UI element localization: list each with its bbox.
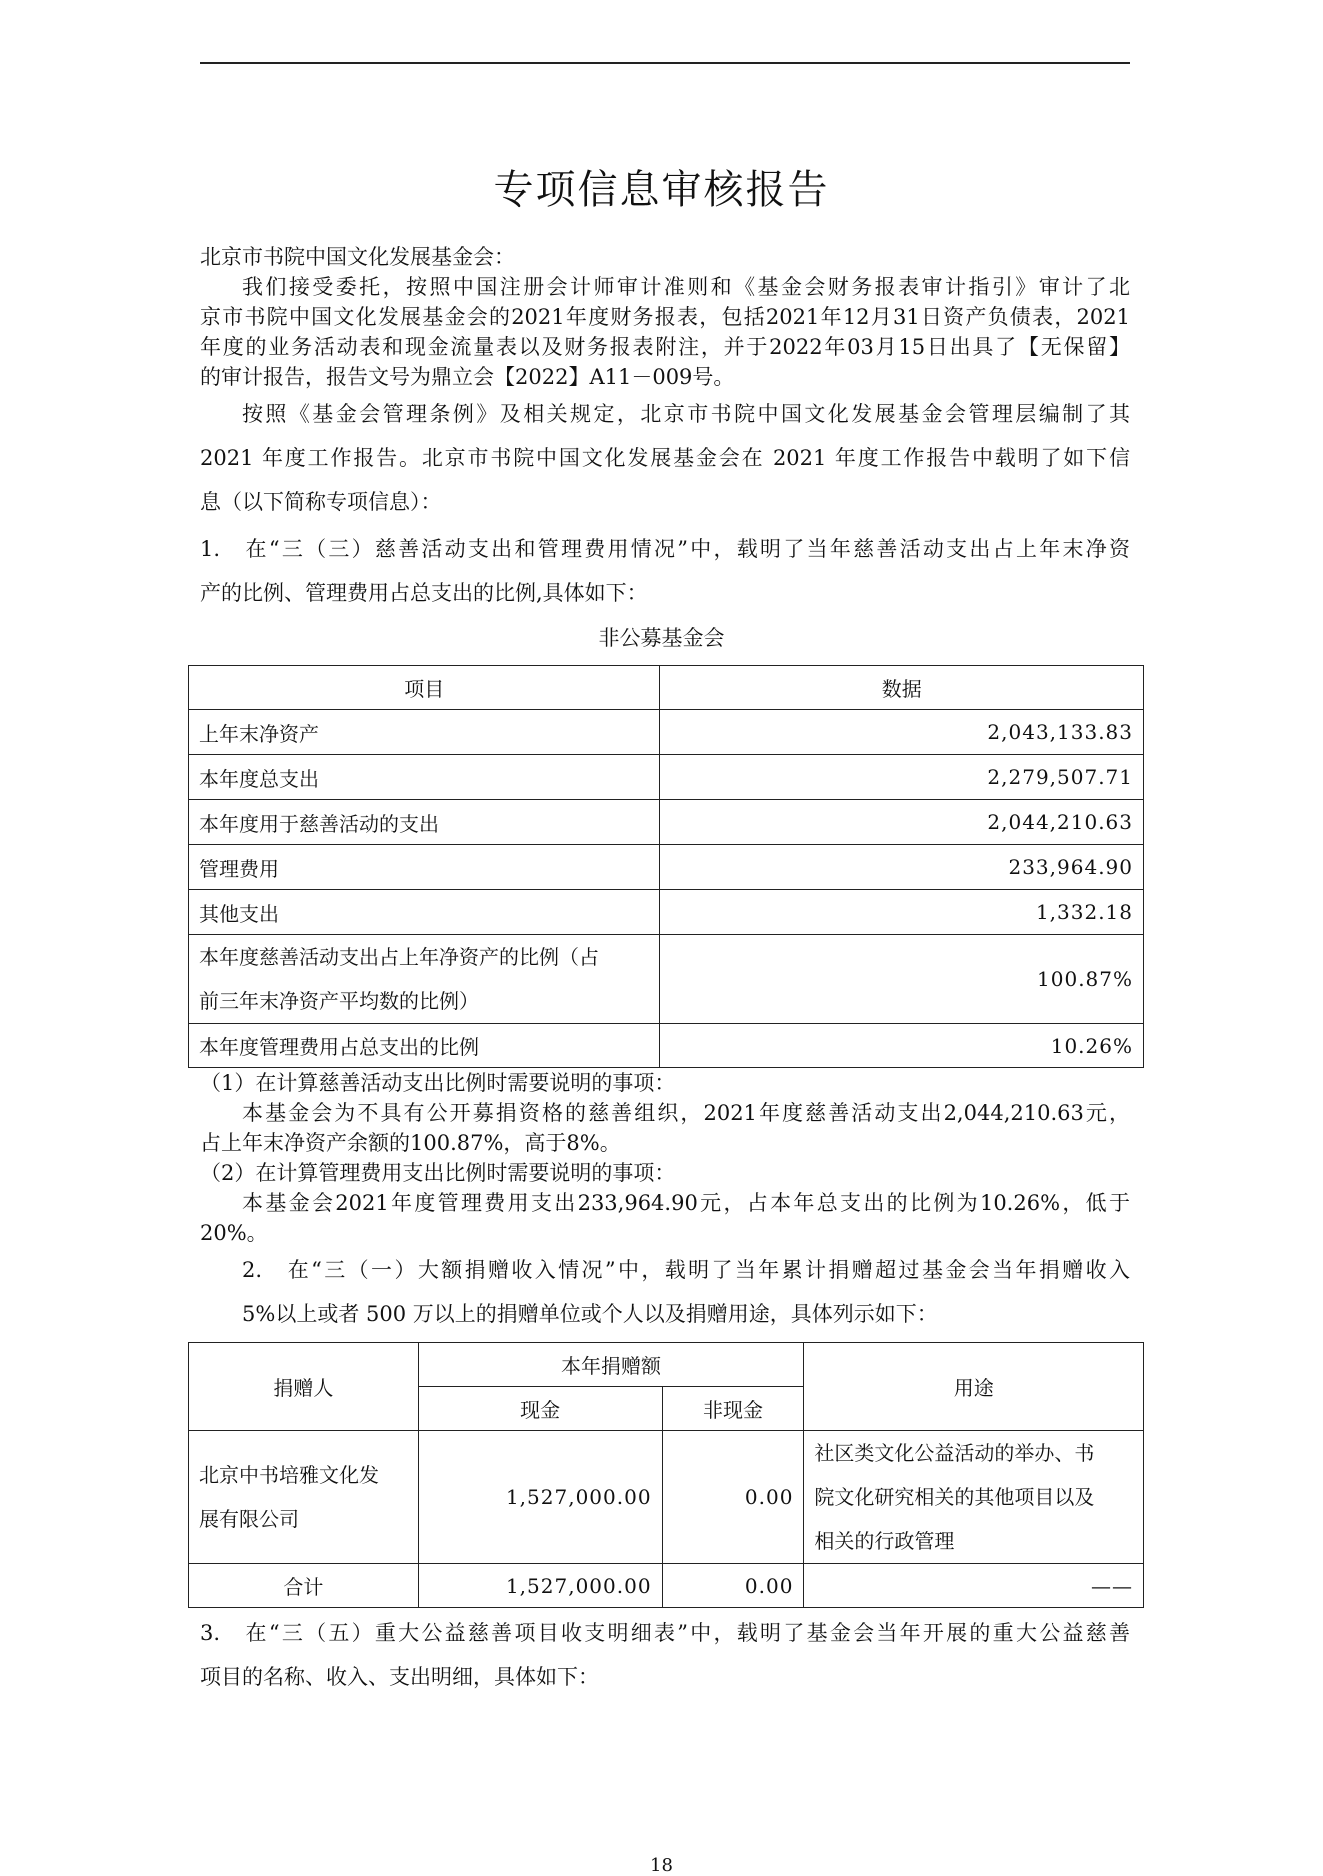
report-title: 专项信息审核报告 [493, 167, 830, 213]
row-label: 本年度管理费用占总支出的比例 [189, 1024, 660, 1068]
salutation: 北京市书院中国文化发展基金会： [200, 245, 515, 269]
row-label-line: 前三年末净资产平均数的比例） [199, 989, 479, 1013]
table-row [189, 935, 1144, 1024]
row-value: 100.87% [660, 935, 1144, 1024]
row-label: 本年度用于慈善活动的支出 [189, 800, 660, 845]
table-row [189, 1431, 1144, 1564]
item2-paragraph [200, 1248, 1130, 1336]
noncash-amount: 0.00 [662, 1431, 804, 1564]
table-header-row [189, 1343, 1144, 1387]
donor-name [189, 1431, 419, 1564]
table-row [189, 890, 1144, 935]
column-header-data: 数据 [660, 666, 1144, 710]
column-header-donor: 捐赠人 [189, 1343, 419, 1431]
total-label: 合计 [189, 1564, 419, 1608]
row-label [189, 935, 660, 1024]
column-header-item: 项目 [189, 666, 660, 710]
table-row [189, 710, 1144, 755]
column-header-noncash: 非现金 [662, 1387, 804, 1431]
table-row [189, 755, 1144, 800]
item3-line: 3. 在“三（五）重大公益慈善项目收支明细表”中，载明了基金会当年开展的重大公益慈善 [200, 1621, 1130, 1645]
management-line: 2021 年度工作报告。北京市书院中国文化发展基金会在 2021 年度工作报告中载明了如下信 [200, 446, 1130, 470]
charity-ratio-table [188, 665, 1144, 1068]
donation-purpose [804, 1431, 1144, 1564]
table-header-row [189, 666, 1144, 710]
row-label: 其他支出 [189, 890, 660, 935]
row-value: 2,043,133.83 [660, 710, 1144, 755]
table-total-row [189, 1564, 1144, 1608]
item1-paragraph [200, 527, 1130, 615]
table-row [189, 800, 1144, 845]
management-paragraph [200, 392, 1130, 524]
column-header-amount: 本年捐赠额 [418, 1343, 804, 1387]
donor-name-line: 展有限公司 [199, 1507, 299, 1531]
cash-amount: 1,527,000.00 [418, 1431, 662, 1564]
total-cash: 1,527,000.00 [418, 1564, 662, 1608]
management-line: 按照《基金会管理条例》及相关规定，北京市书院中国文化发展基金会管理层编制了其 [242, 402, 1130, 426]
item2-line: 2. 在“三（一）大额捐赠收入情况”中，载明了当年累计捐赠超过基金会当年捐赠收入 [242, 1258, 1130, 1282]
row-label: 管理费用 [189, 845, 660, 890]
note2-title: （2）在计算管理费用支出比例时需要说明的事项： [200, 1161, 676, 1185]
note1-line: 本基金会为不具有公开募捐资格的慈善组织，2021年度慈善活动支出2,044,210.63元， [242, 1101, 1130, 1125]
notes-section [200, 1068, 1130, 1248]
note1-line: 占上年末净资产余额的100.87%，高于8%。 [200, 1131, 621, 1155]
purpose-line: 院文化研究相关的其他项目以及 [814, 1485, 1095, 1509]
intro-line: 我们接受委托，按照中国注册会计师审计准则和《基金会财务报表审计指引》审计了北 [242, 275, 1130, 299]
table1-caption: 非公募基金会 [598, 626, 725, 650]
row-value: 10.26% [660, 1024, 1144, 1068]
intro-paragraph [200, 272, 1130, 392]
row-label: 本年度总支出 [189, 755, 660, 800]
intro-line: 的审计报告，报告文号为鼎立会【2022】A11－009号。 [200, 365, 735, 389]
total-purpose: —— [804, 1564, 1144, 1608]
item3-line: 项目的名称、收入、支出明细，具体如下： [200, 1665, 599, 1689]
page-number: 18 [650, 1855, 673, 1876]
item1-line: 1. 在“三（三）慈善活动支出和管理费用情况”中，载明了当年慈善活动支出占上年末净资 [200, 537, 1130, 561]
item1-line: 产的比例、管理费用占总支出的比例,具体如下： [200, 581, 648, 605]
management-line: 息（以下简称专项信息）： [200, 490, 442, 514]
intro-line: 京市书院中国文化发展基金会的2021年度财务报表，包括2021年12月31日资产负债表，2021 [200, 305, 1130, 329]
donor-name-line: 北京中书培雅文化发 [199, 1463, 379, 1487]
row-value: 2,044,210.63 [660, 800, 1144, 845]
row-value: 2,279,507.71 [660, 755, 1144, 800]
row-value: 233,964.90 [660, 845, 1144, 890]
item3-paragraph [200, 1611, 1130, 1699]
note2-line: 20%。 [200, 1221, 268, 1245]
header-rule [200, 62, 1130, 64]
item2-line: 5%以上或者 500 万以上的捐赠单位或个人以及捐赠用途，具体列示如下： [242, 1302, 938, 1326]
table-row [189, 845, 1144, 890]
donation-table [188, 1342, 1144, 1608]
note1-title: （1）在计算慈善活动支出比例时需要说明的事项： [200, 1071, 676, 1095]
purpose-line: 社区类文化公益活动的举办、书 [814, 1441, 1095, 1465]
row-label-line: 本年度慈善活动支出占上年净资产的比例（占 [199, 945, 599, 969]
column-header-purpose: 用途 [804, 1343, 1144, 1431]
row-label: 上年末净资产 [189, 710, 660, 755]
table-row [189, 1024, 1144, 1068]
total-noncash: 0.00 [662, 1564, 804, 1608]
purpose-line: 相关的行政管理 [814, 1529, 955, 1553]
column-header-cash: 现金 [418, 1387, 662, 1431]
row-value: 1,332.18 [660, 890, 1144, 935]
note2-line: 本基金会2021年度管理费用支出233,964.90元，占本年总支出的比例为10.26%，低于 [242, 1191, 1130, 1215]
intro-line: 年度的业务活动表和现金流量表以及财务报表附注，并于2022年03月15日出具了【无保留】 [200, 335, 1130, 359]
